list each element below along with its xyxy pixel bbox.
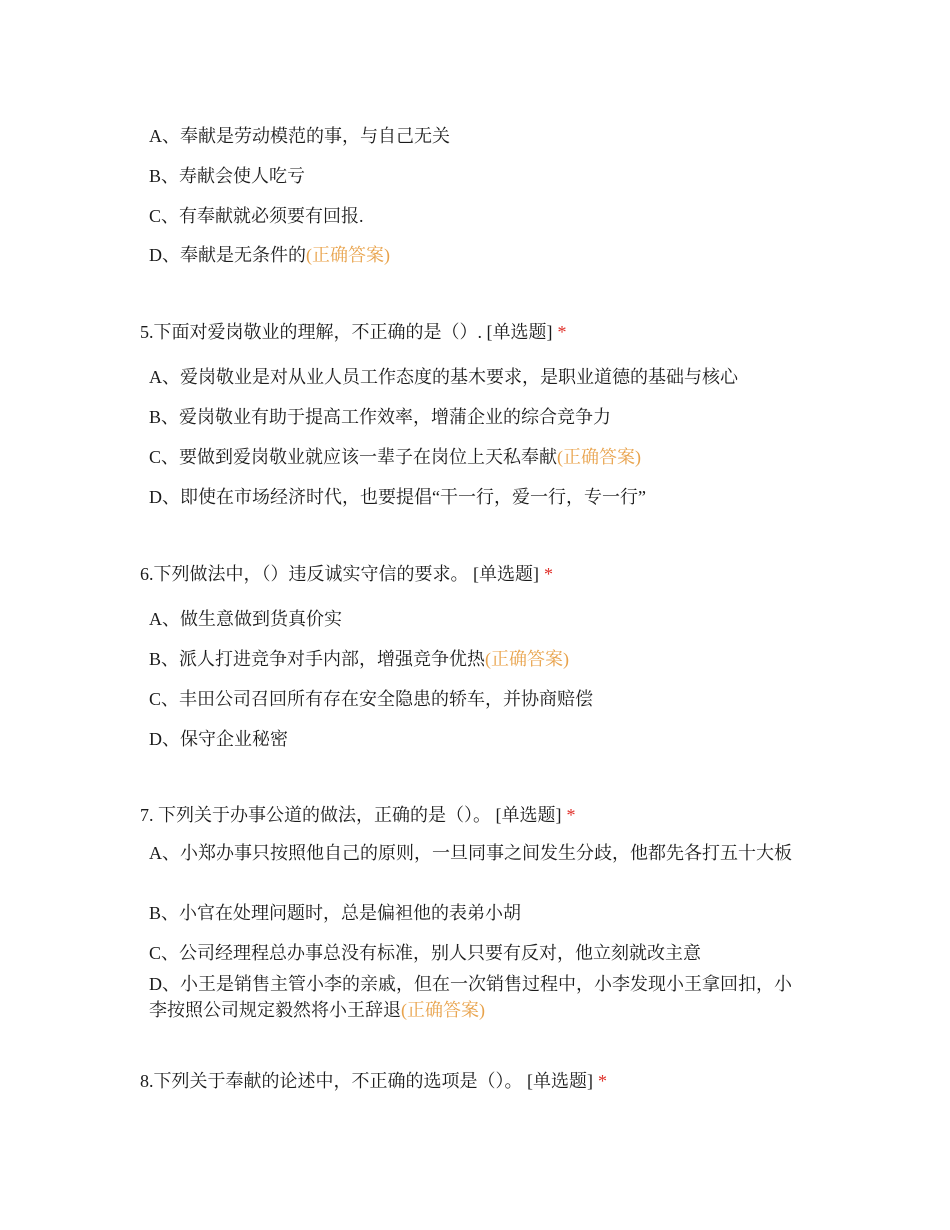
option-text: C、丰田公司召回所有存在安全隐患的轿车，并协商赔偿 xyxy=(149,689,594,709)
option-text: A、小郑办事只按照他自己的原则，一旦同事之间发生分歧，他都先各打五十大板 xyxy=(149,843,792,863)
option-text: D、保守企业秘密 xyxy=(149,729,288,749)
option-c xyxy=(149,443,641,469)
question-6-title xyxy=(140,560,553,586)
question-text: 6.下列做法中，（）违反诚实守信的要求。 [单选题] xyxy=(140,564,539,584)
option-d xyxy=(149,725,288,751)
correct-answer-marker: (正确答案) xyxy=(557,447,642,467)
option-d xyxy=(149,241,390,267)
option-c xyxy=(149,939,701,965)
correct-answer-marker: (正确答案) xyxy=(306,245,390,265)
question-8-title xyxy=(140,1067,607,1093)
option-text: B、小官在处理问题时，总是偏袒他的表弟小胡 xyxy=(149,903,522,923)
option-text: C、公司经理程总办事总没有标准，别人只要有反对，他立刻就改主意 xyxy=(149,943,702,963)
option-text: B、派人打进竞争对手内部，增强竞争优热 xyxy=(149,649,486,669)
question-7-title xyxy=(140,801,576,827)
option-b xyxy=(149,899,521,925)
option-b xyxy=(149,645,569,671)
option-text: C、有奉献就必须要有回报. xyxy=(149,206,364,226)
option-c xyxy=(149,685,593,711)
question-5-title xyxy=(140,318,567,344)
option-a xyxy=(149,363,738,389)
required-marker: * xyxy=(544,564,553,584)
option-c xyxy=(149,202,364,228)
option-d xyxy=(149,483,646,509)
correct-answer-marker: (正确答案) xyxy=(485,649,570,669)
option-b xyxy=(149,403,611,429)
option-text: D、奉献是无条件的 xyxy=(149,245,306,265)
option-a xyxy=(149,605,342,631)
option-text: B、爱岗敬业有助于提高工作效率，增蒲企业的综合竞争力 xyxy=(149,407,612,427)
question-text: 8.下列关于奉献的论述中，不正确的选项是（）。 [单选题] xyxy=(140,1071,593,1091)
required-marker: * xyxy=(598,1071,607,1091)
option-text: D、即使在市场经济时代，也要提倡“干一行，爱一行，专一行” xyxy=(149,487,646,507)
option-text: A、做生意做到货真价实 xyxy=(149,609,342,629)
option-a xyxy=(149,840,809,866)
option-text: A、奉献是劳动模范的事，与自己无关 xyxy=(149,126,450,146)
option-text: B、寿献会使人吃亏 xyxy=(149,166,306,186)
required-marker: * xyxy=(557,322,567,342)
option-b xyxy=(149,162,305,188)
option-text: D、小王是销售主管小李的亲戚，但在一次销售过程中，小李发现小王拿回扣，小李按照公司规定毅然将小王辞退 xyxy=(149,974,792,1020)
option-d xyxy=(149,971,809,1023)
question-text: 5.下面对爱岗敬业的理解，不正确的是（）. [单选题] xyxy=(140,322,553,342)
required-marker: * xyxy=(566,805,576,825)
option-a xyxy=(149,122,450,148)
question-text: 7. 下列关于办事公道的做法，正确的是（）。 [单选题] xyxy=(140,805,562,825)
option-text: C、要做到爱岗敬业就应该一辈子在岗位上天私奉献 xyxy=(149,447,558,467)
correct-answer-marker: (正确答案) xyxy=(401,1000,485,1020)
option-text: A、爱岗敬业是对从业人员工作态度的基木要求，是职业道德的基础与核心 xyxy=(149,367,738,387)
